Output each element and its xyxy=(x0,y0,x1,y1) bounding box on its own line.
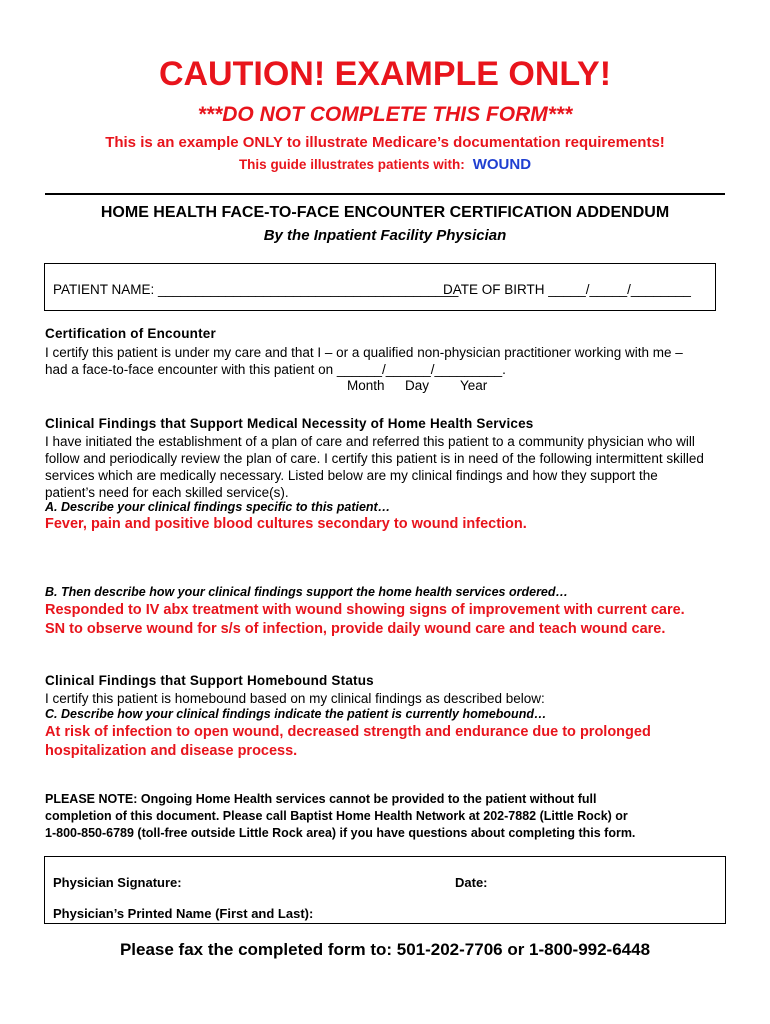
year-label: Year xyxy=(460,378,488,393)
clinical-line-2: follow and periodically review the plan of care. I certify this patient is in need of the following intermittent skilled xyxy=(45,451,704,466)
printed-name-field[interactable]: Physician’s Printed Name (First and Last): xyxy=(53,906,314,921)
answer-a: Fever, pain and positive blood cultures secondary to wound infection. xyxy=(45,516,527,532)
clinical-findings-heading: Clinical Findings that Support Medical Necessity of Home Health Services xyxy=(45,416,534,431)
prompt-a: A. Describe your clinical findings specific to this patient… xyxy=(45,500,391,514)
answer-b-line-2: SN to observe wound for s/s of infection, provide daily wound care and teach wound care. xyxy=(45,621,666,637)
prompt-b: B. Then describe how your clinical findings support the home health services ordered… xyxy=(45,585,569,599)
certification-line-1: I certify this patient is under my care and that I – or a qualified non-physician practitioner working with me – xyxy=(45,345,683,360)
caution-title: CAUTION! EXAMPLE ONLY! xyxy=(158,55,612,93)
homebound-line: I certify this patient is homebound based on my clinical findings as described below: xyxy=(45,691,545,706)
form-subtitle: By the Inpatient Facility Physician xyxy=(263,227,507,244)
month-label: Month xyxy=(347,378,385,393)
signature-box xyxy=(44,856,726,924)
clinical-line-3: services which are medically necessary. Listed below are my clinical findings and how they support the xyxy=(45,468,658,483)
answer-c-line-1: At risk of infection to open wound, decreased strength and endurance due to prolonged xyxy=(45,724,651,740)
form-title: HOME HEALTH FACE-TO-FACE ENCOUNTER CERTIFICATION ADDENDUM xyxy=(100,204,670,221)
answer-c-line-2: hospitalization and disease process. xyxy=(45,743,298,759)
note-line-1: PLEASE NOTE: Ongoing Home Health services cannot be provided to the patient without full xyxy=(45,792,597,806)
clinical-line-4: patient’s need for each skilled service(s). xyxy=(45,485,289,500)
date-field[interactable]: Date: xyxy=(455,875,488,890)
note-line-3: 1-800-850-6789 (toll-free outside Little Rock area) if you have questions about completing this form. xyxy=(45,826,636,840)
certification-line-2[interactable]: had a face-to-face encounter with this patient on ______/______/_________. xyxy=(45,362,506,377)
certification-heading: Certification of Encounter xyxy=(45,326,216,341)
example-notice: This is an example ONLY to illustrate Medicare’s documentation requirements! xyxy=(105,134,665,151)
do-not-complete-warning: ***DO NOT COMPLETE THIS FORM*** xyxy=(197,103,573,126)
guide-text: This guide illustrates patients with: xyxy=(238,157,465,172)
clinical-line-1: I have initiated the establishment of a plan of care and referred this patient to a community physician who will xyxy=(45,434,695,449)
guide-condition: WOUND xyxy=(472,156,532,173)
patient-info-box xyxy=(44,263,716,311)
date-of-birth-field[interactable]: DATE OF BIRTH _____/_____/________ xyxy=(443,282,691,297)
day-label: Day xyxy=(405,378,430,393)
guide-line xyxy=(0,156,770,173)
prompt-c: C. Describe how your clinical findings indicate the patient is currently homebound… xyxy=(45,707,547,721)
physician-signature-field[interactable]: Physician Signature: xyxy=(53,875,182,890)
patient-name-field[interactable]: PATIENT NAME: ________________________________________ xyxy=(53,282,459,297)
answer-b-line-1: Responded to IV abx treatment with wound showing signs of improvement with current care. xyxy=(45,602,685,618)
homebound-heading: Clinical Findings that Support Homebound Status xyxy=(45,673,374,688)
fax-instructions: Please fax the completed form to: 501-202-7706 or 1-800-992-6448 xyxy=(119,940,651,959)
note-line-2: completion of this document. Please call Baptist Home Health Network at 202-7882 (Little Rock) or xyxy=(45,809,628,823)
divider xyxy=(45,193,725,195)
